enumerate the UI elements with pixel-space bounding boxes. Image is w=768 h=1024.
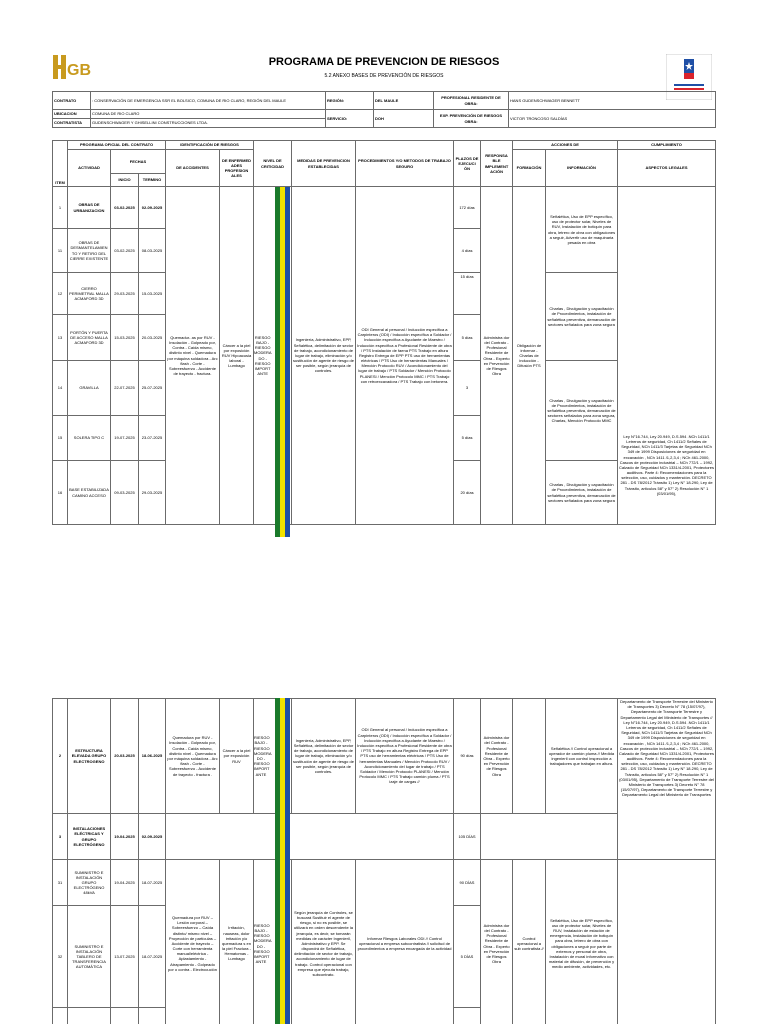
termino-cell: 02-09-2025 — [139, 814, 166, 860]
item-cell: 16 — [53, 461, 68, 525]
nivel-text: RIESGO BAJO - RIESGO MODERA DO - RIESGO IMPORT ANTE — [254, 735, 272, 777]
actividad-cell: SUMINISTRO E INSTALACIÓN GRUPO ELECTRÓGENO 48kVA — [68, 860, 111, 906]
item-cell: 1 — [53, 187, 68, 229]
experto-label: EXP. PREVENCIÓN DE RIESGOS OBRA: — [434, 110, 509, 128]
item-cell: 13 — [53, 315, 68, 361]
item-cell: 31 — [53, 860, 68, 906]
termino-cell: 29-03-2025 — [139, 461, 166, 525]
table-row — [53, 814, 716, 860]
informacion-cell: Señalética, Uso de EPP específico, uso de protector solar, Niveles de RUV, Instalación de estación de emergencia, Instalación de botiquín para obra, letrero de obra con obligaciones a seguir por parte de externos y personal de obra, Instalación de mural informativo con material de difusión, de prevención y medio ambiente, actividades, etc. — [546, 860, 618, 1024]
region-value: DEL MAULE — [374, 92, 434, 110]
plazo-cell: 15 días — [454, 273, 481, 315]
plazo-cell: 105 DÍAS — [454, 814, 481, 860]
region-label: REGIÓN: — [326, 92, 374, 110]
formacion-header: FORMACIÓN — [513, 150, 546, 187]
responsable-header: RESPONSA BLE IMPLEMENT ACIÓN — [481, 141, 513, 187]
programa-header: PROGRAMA OFICIAL DEL CONTRATO — [68, 141, 166, 150]
informacion-cell: Charlas , Divulgación y capacitación de Procedimientos, instalación de señalética preventiva, demarcación de sectores señalados para zona segura — [546, 273, 618, 361]
termino-cell: 15-03-2025 — [139, 273, 166, 315]
aspectos-header: ASPECTOS LEGALES — [618, 150, 716, 187]
medidas-cell: Según jerarquía de Controles, se buscará Sustituir el agente de riesgo, si no es posible, se utilizará en orden descendente la jerarquía, es decir, se tomarán medidas de carácter Ingenieril, Administrativo y EPP. Se dispondrá de Señalética, delimitación de sector de trabajo, acondicionamiento de lugar de trabajo. Control operacional con empresa que ejecuta trabajo, subcontrato. — [292, 860, 356, 1024]
identificacion-header: IDENTIFICACIÓN DE RIESGOS — [166, 141, 254, 150]
actividad-cell: PORTÓN Y PUERTA DE ACCESO MALLA ACMAFORD 3D — [68, 315, 111, 361]
termino-cell: 02-09-2025 — [139, 187, 166, 229]
item-cell: 2 — [53, 699, 68, 814]
contratista-value: GUDENSCHWAGER Y GHISELLINI CONSTRUCCIONES LTDA. — [91, 119, 326, 128]
procedimientos-header: PROCEDIMIENTOS Y/O METODOS DE TRABAJO SEGURO — [356, 141, 454, 187]
page-title: PROGRAMA DE PREVENCION DE RIESGOS — [268, 56, 500, 68]
blank-cell — [481, 814, 618, 860]
procedimientos-cell: ODI General al personal / Inducción específica a Carpinteros (ODI) / Inducción específica a Soldador / Inducción específica a Ayudante de Maestro / Inducción específica a Profesional Residente de obra / PTS Instalación de faena PTS Trabajo en altura Registro Entrega de EPP PTS uso de herramientas eléctricas / PTS Uso de herramientas Manuales / Mención Protocolo RUV / Acondicionamiento del lugar de trabajo / PTS Soldador / Mención Protocolo PLANESI / Mención Protocolo MMC / PTS Trabajo con retroexcavadora / PTS Trabajo con betonera. — [356, 187, 454, 525]
criticality-blue-bar — [285, 698, 290, 1024]
procedimientos-cell: Informar Riesgos Laborales ODI // Control operacional a empresa subcontratista // solicitud de procedimientos a empresa encargada de la actividad — [356, 860, 454, 1024]
risk-program-table — [52, 140, 716, 525]
accidentes-cell: Quemadur- as por RUV - Insolación - Golpeado por, Contra - Caída mismo, distinto nivel - Quemadura por máquina soldadora - Arc flash - Corte - Sobreesfuerzo - Accidente de trayecto - fractura. — [166, 187, 220, 525]
termino-cell: 20-03-2025 — [139, 315, 166, 361]
item-cell: 14 — [53, 361, 68, 416]
item-cell: 15 — [53, 416, 68, 461]
actividad-cell: ESTRUCTURA ELEVADA GRUPO ELECTROGENO — [68, 699, 111, 814]
termino-header: TERMINO — [139, 174, 166, 187]
inicio-cell: 09-03-2025 — [111, 461, 139, 525]
termino-cell: 18-06-2025 — [139, 699, 166, 814]
actividad-cell — [68, 1008, 111, 1024]
contrato-value: : CONSERVACIÓN DE EMERGENCIA SSR EL BOLSICO, COMUNA DE RIO CLARO, REGIÓN DEL MAULE — [91, 92, 326, 110]
plazo-cell: 90 días — [454, 699, 481, 814]
accidentes-cell: Quemadura por RUV - Insolación - Golpeado por, Contra - Caída mismo, distinto nivel - Quemadura por máquina soldadora - Arc flash - Corte - Sobreesfuerzo - Accidente de trayecto - fractura . — [166, 699, 220, 814]
page-subtitle: 5.2 ANEXO BASES DE PREVENCIÓN DE RIESGOS — [324, 73, 444, 79]
plazo-cell: 90 DÍAS — [454, 860, 481, 906]
fechas-header: FECHAS — [111, 150, 166, 174]
accidentes-cell: Quemadura por RUV – Lesión corporal – Sobreesfuerzo – Caída distinto/ mismo nivel – Proyección de partículas – Accidente de trayecto – Corte con herramienta manual/eléctrica - Aplastamiento - Atrapamiento - Golpeado por o contra - Electrocución — [166, 860, 220, 1024]
medidas-cell: Ingeniería, Administrativo, EPP, Señalética, delimitación de sector de trabajo, acondicionamiento de lugar de trabajo, eliminación y/o sustitución de agente de riesgo de ser posible, según jerarquía de controles. — [292, 187, 356, 525]
item-cell: 3 — [53, 814, 68, 860]
inicio-cell: 03-02-2025 — [111, 187, 139, 229]
plazo-cell: 5 días — [454, 416, 481, 461]
nivel-header: NIVEL DE CRITICIDAD — [254, 141, 292, 187]
actividad-cell: BASE ESTABILIZADA CAMINO ACCESO — [68, 461, 111, 525]
informacion-cell: Señalética, Uso de EPP específico, uso de protector solar, Niveles de RUV, Instalación de botiquín para obra, letrero de obra con obligaciones a seguir, Advertir uso de maquinaria pesada en obra — [546, 187, 618, 273]
inicio-cell — [111, 1008, 139, 1024]
cumplimiento-header: CUMPLIMIENTO — [618, 141, 716, 150]
termino-cell: 08-03-2025 — [139, 229, 166, 273]
inicio-cell: 15-03-2025 — [111, 315, 139, 361]
responsable-cell: Administra dor del Contrato - Profesional Residente de Obra - Experto en Prevención de Riesgos Obra — [481, 187, 513, 525]
item-cell: 12 — [53, 273, 68, 315]
plazos-header: PLAZOS DE EJECUCI ÓN — [454, 141, 481, 187]
enfermedades-cell: Cáncer a la piel por exposición RUV — [220, 699, 254, 814]
actividad-cell: SOLERA TIPO C — [68, 416, 111, 461]
actividad-cell: SUMINISTRO E INSTALACIÓN TABLERO DE TRANSFERENCIA AUTOMÁTICA — [68, 906, 111, 1008]
responsable-cell: Administra dor del Contrato - Profesional Residente de Obra - Experto en Prevención de Riesgos Obra — [481, 699, 513, 814]
procedimientos-cell: ODI General al personal / Inducción específica a Carpinteros (ODI) / Inducción específica a Soldador / Inducción específica a Ayudante de Maestro / Inducción específica a Profesional Residente de obra / PTS Trabajo en altura Registro Entrega de EPP PTS uso de herramientas eléctricas / PTS Uso de herramientas Manuales / Mención Protocolo RUV / Acondicionamiento del lugar de trabajo / PTS Soldador / Mención Protocolo PLANESI / Mención Protocolo MMC / PTS Trabajo camión pluma / PTS izaje de cargas // — [356, 699, 454, 814]
termino-cell — [139, 1008, 166, 1024]
inicio-cell: 22-07-2025 — [111, 361, 139, 416]
blank-cell — [166, 814, 454, 860]
ubicacion-label: UBICACION — [53, 110, 91, 119]
informacion-cell: Charlas , Divulgación y capacitación de Procedimientos, instalación de señalética preventiva, demarcación de sectores señalados para zona segura, Charlas, Mención Protocolo MMC — [546, 361, 618, 461]
plazo-cell: 5 DÍAS — [454, 906, 481, 1008]
formacion-cell: Obligación de informar - Charlas de inducción - Difusión PTS — [513, 187, 546, 525]
contract-info-table — [52, 91, 716, 128]
actividad-cell: CIERRO PERIMETRAL MALLA ACMAFORD 3D — [68, 273, 111, 315]
plazo-cell: 5 días — [454, 315, 481, 361]
medidas-cell: Ingeniería, Administrativo, EPP, Señalética, delimitación de sector de trabajo, acondicionamiento de lugar de trabajo, eliminación y/o sustitución de agente de riesgo de ser posible, según jerarquía de controles. — [292, 699, 356, 814]
inicio-cell: 13-07-2025 — [111, 906, 139, 1008]
inicio-cell: 19-07-2025 — [111, 416, 139, 461]
actividad-cell: GRAVILLA — [68, 361, 111, 416]
plazo-cell — [454, 1008, 481, 1024]
inicio-cell: 19-04-2025 — [111, 814, 139, 860]
termino-cell: 18-07-2025 — [139, 860, 166, 906]
item-cell: 32 — [53, 906, 68, 1008]
contrato-label: CONTRATO — [53, 92, 91, 110]
item-cell — [53, 1008, 68, 1024]
profesional-value: HANS GUDENSCHWAGER BENNETT — [509, 92, 716, 110]
enfermedades-header: DE ENFERMED ADES PROFESION ALES — [220, 150, 254, 187]
plazo-cell: 3 — [454, 361, 481, 416]
inicio-header: INICIO — [111, 174, 139, 187]
responsable-cell: Administra dor del Contrato - Profesional Residente de Obra - Experto en Prevención de Riesgos Obra — [481, 860, 513, 1024]
enfermedades-cell: Cáncer a la piel por exposición RUV Hipoacusia laboral - Lumbago — [220, 187, 254, 525]
medidas-header: MEDIDAS DE PREVENCION ESTABLECIDAS — [292, 141, 356, 187]
enfermedades-cell: Irritación, nauseas, dolor irritación y/o quemadura s en la piel Fractura - Hematomas - Lumbago — [220, 860, 254, 1024]
actividad-cell: INSTALACIONES ELÉCTRICAS Y GRUPO ELECTRÓGENO — [68, 814, 111, 860]
nivel-text: RIESGO BAJO - RIESGO MODERA DO - RIESGO IMPORT ANTE — [254, 334, 272, 377]
accidentes-header: DE ACCIDENTES — [166, 150, 220, 187]
table-row — [53, 187, 716, 229]
servicio-value: DOH — [374, 110, 434, 128]
risk-program-table-page-2 — [52, 698, 716, 1024]
informacion-header: INFORMACIÓN — [546, 150, 618, 187]
inicio-cell: 19-04-2025 — [111, 860, 139, 906]
nivel-text: RIESGO BAJO - RIESGO MODERA DO - RIESGO IMPORT ANTE — [254, 922, 272, 965]
informacion-cell: Charlas , Divulgación y capacitación de Procedimientos, instalación de señalética preventiva, demarcación de sectores señalados para zona segura — [546, 461, 618, 525]
legal-cell — [618, 860, 716, 1024]
formacion-cell — [513, 699, 546, 814]
inicio-cell: 29-03-2025 — [111, 273, 139, 315]
servicio-label: SERVICIO: — [326, 110, 374, 128]
termino-cell: 25-07-2025 — [139, 361, 166, 416]
formacion-cell: Control operacional a sub contratista // — [513, 860, 546, 1024]
plazo-cell: 4 días — [454, 229, 481, 273]
termino-cell: 23-07-2025 — [139, 416, 166, 461]
plazo-cell: 20 días — [454, 461, 481, 525]
actividad-header: ACTIVIDAD — [68, 150, 111, 187]
item-header: ITEM — [53, 141, 68, 187]
termino-cell: 18-07-2025 — [139, 906, 166, 1008]
inicio-cell: 20-03-2025 — [111, 699, 139, 814]
profesional-label: PROFESIONAL RESIDENTE DE OBRA: — [434, 92, 509, 110]
experto-value: VICTOR TRONCOSO SALDÍAS — [509, 110, 716, 128]
plazo-cell: 172 días — [454, 187, 481, 229]
informacion-cell: Señalética // Control operacional a operador de camión pluma // Medida ingenieril con control inspección a trabajadores que trabajan en altura. — [546, 699, 618, 814]
svg-text:GB: GB — [67, 62, 91, 79]
ubicacion-value: COMUNA DE RIO CLARO — [91, 110, 326, 119]
legal-cell: Ley N°16.744, Ley 20.949, D.S.594 .NCh 1411/1 Letreros de seguridad, Ch 1411/2 Señales de Seguridad, NCh 1411/3 Tarjetas de Seguridad NCh 349 de 1999 Disposiciones de seguridad en excavación , NCh 1411 /1,2,3,4 ; NCh 461-2000, Cascos de protección industrial – NCh 772/1 – 1992, Calzado de Seguridad NCh 1331/4-2001, Protectores auditivos. Parte 4: Recomendaciones para la selección, uso, cuidados y mantención. DECRETO 281 - DS 78/2012 Tránsito 1) Ley N° 18.290, Ley de Tránsito, artículos 58° y 57° 2) Resolución N° 1 (03/01/95), — [618, 187, 716, 525]
legal-cell: Departamento de Transporte Terrestre del Ministerio de Transportes 3) Decreto N° 78 (15/07/97), Departamento de Transporte Terrestre y Departamento Legal del Ministerio de Transportes // Ley N°16.744, Ley 20.949, D.S.594 .NCh 1411/1 Letreros de seguridad, Ch 1411/2 Señales de Seguridad, NCh 1411/3 Tarjetas de Seguridad NCh 349 de 1999 Disposiciones de seguridad en excavación , NCh 1411 /1,2,3,4 ; NCh 461-2000, Cascos de protección industrial – NCh 772/1 – 1992, Calzado de Seguridad NCh 1331/4-2001, Protectores auditivos. Parte 4: Recomendaciones para la selección, uso, cuidados y mantención. DECRETO 281 - DS 78/2012 Tránsito 1) Ley N° 18.290, Ley de Tránsito, artículos 58° y 57° 2) Resolución N° 1 (03/01/95), Departamento de Transporte Terrestre del Ministerio de Transportes 3) Decreto N° 78 (15/07/97), Departamento de Transporte Terrestre y Departamento Legal del Ministerio de Transportes — [618, 699, 716, 860]
actividad-cell: OBRAS DE URBANIZACION — [68, 187, 111, 229]
acciones-header: ACCIONES DE — [513, 141, 618, 150]
table-row — [53, 860, 716, 906]
inicio-cell: 03-02-2025 — [111, 229, 139, 273]
item-cell: 11 — [53, 229, 68, 273]
contratista-label: CONTRATISTA — [53, 119, 91, 128]
actividad-cell: OBRAS DE DESMANTELAMIEN TO Y RETIRO DEL CIERRE EXISTENTE — [68, 229, 111, 273]
table-row — [53, 699, 716, 814]
criticality-blue-bar — [285, 187, 290, 537]
